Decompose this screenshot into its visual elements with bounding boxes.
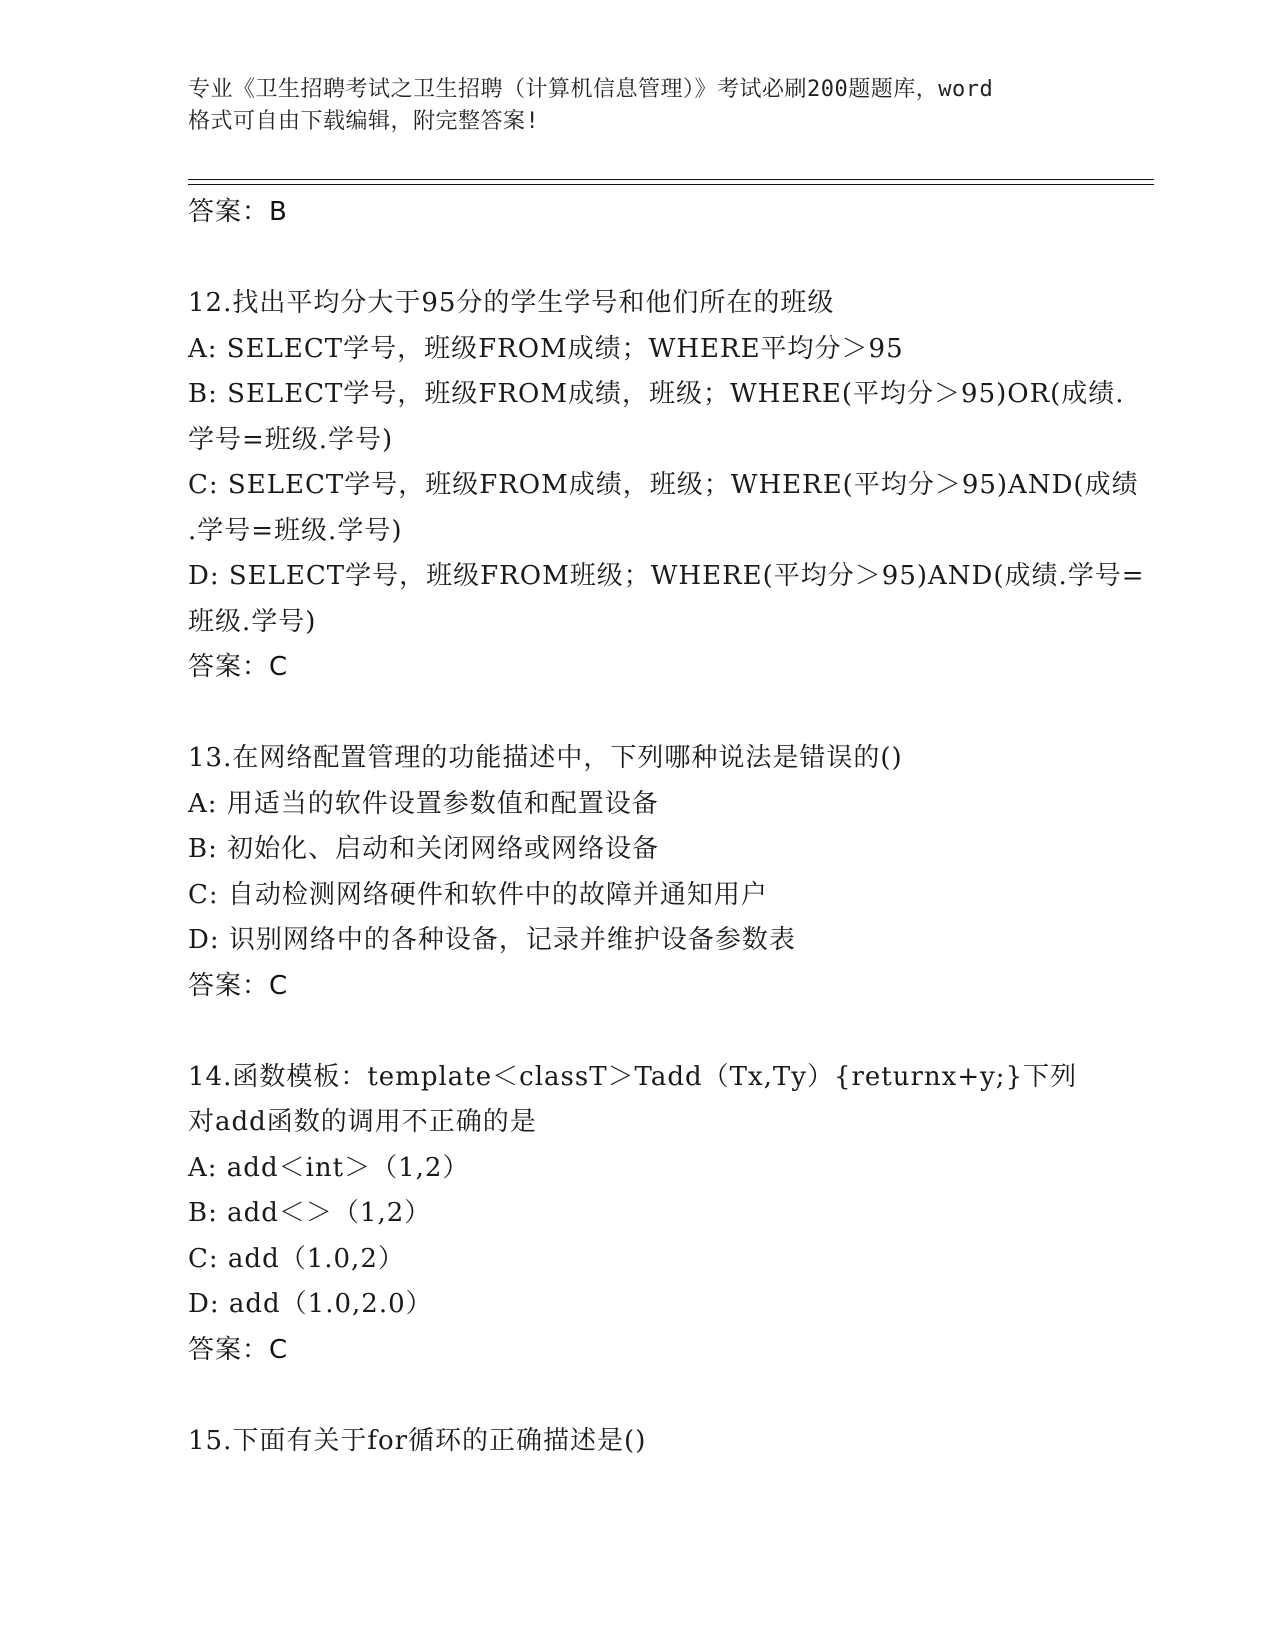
spacer bbox=[188, 236, 1088, 282]
answer: 答案：C bbox=[188, 652, 289, 682]
question-13 bbox=[188, 736, 1088, 1009]
option-d: D: 识别网络中的各种设备，记录并维护设备参数表 bbox=[188, 925, 796, 955]
option-d: D: add（1.0,2.0） bbox=[188, 1289, 433, 1319]
question-text: 15.下面有关于for循环的正确描述是() bbox=[188, 1425, 647, 1456]
option-c: C: SELECT学号，班级FROM成绩，班级；WHERE(平均分＞95)AND(成绩 bbox=[188, 470, 1139, 500]
question-15 bbox=[188, 1419, 1088, 1465]
option-d: D: SELECT学号，班级FROM班级；WHERE(平均分＞95)AND(成绩.学号= bbox=[188, 561, 1145, 591]
option-c: C: 自动检测网络硬件和软件中的故障并通知用户 bbox=[188, 879, 768, 910]
header-line-2: 格式可自由下载编辑，附完整答案! bbox=[188, 109, 540, 134]
option-c-continued: .学号=班级.学号) bbox=[188, 515, 403, 546]
document-header bbox=[188, 74, 1088, 138]
question-text: 13.在网络配置管理的功能描述中，下列哪种说法是错误的() bbox=[188, 743, 903, 773]
spacer bbox=[188, 1009, 1088, 1055]
header-divider-top bbox=[188, 179, 1154, 180]
question-14 bbox=[188, 1055, 1088, 1374]
option-b: B: SELECT学号，班级FROM成绩，班级；WHERE(平均分＞95)OR(成绩. bbox=[188, 379, 1125, 409]
option-a: A: 用适当的软件设置参数值和配置设备 bbox=[188, 788, 659, 819]
question-text: 12.找出平均分大于95分的学生学号和他们所在的班级 bbox=[188, 288, 835, 318]
question-list bbox=[188, 190, 1145, 1464]
header-line-1: 专业《卫生招聘考试之卫生招聘（计算机信息管理）》考试必刷200题题库，word bbox=[188, 77, 994, 102]
answer: 答案：C bbox=[188, 970, 289, 1001]
spacer bbox=[188, 1373, 1088, 1419]
previous-answer: 答案：B bbox=[188, 197, 288, 227]
option-a: A: SELECT学号，班级FROM成绩；WHERE平均分＞95 bbox=[188, 333, 904, 364]
question-12 bbox=[188, 281, 1145, 691]
header-divider-bottom bbox=[188, 184, 1154, 185]
question-text: 14.函数模板：template＜classT＞Tadd（Tx,Ty）{returnx+y;}下列 bbox=[188, 1061, 1078, 1092]
option-d-continued: 班级.学号) bbox=[188, 606, 317, 637]
answer: 答案：C bbox=[188, 1334, 289, 1365]
option-b: B: add＜＞（1,2） bbox=[188, 1198, 432, 1228]
spacer bbox=[188, 691, 1088, 737]
option-b-continued: 学号=班级.学号) bbox=[188, 424, 394, 455]
option-a: A: add＜int＞（1,2） bbox=[188, 1152, 470, 1183]
option-c: C: add（1.0,2） bbox=[188, 1243, 405, 1274]
question-text-continued: 对add函数的调用不正确的是 bbox=[188, 1107, 537, 1137]
option-b: B: 初始化、启动和关闭网络或网络设备 bbox=[188, 834, 660, 864]
